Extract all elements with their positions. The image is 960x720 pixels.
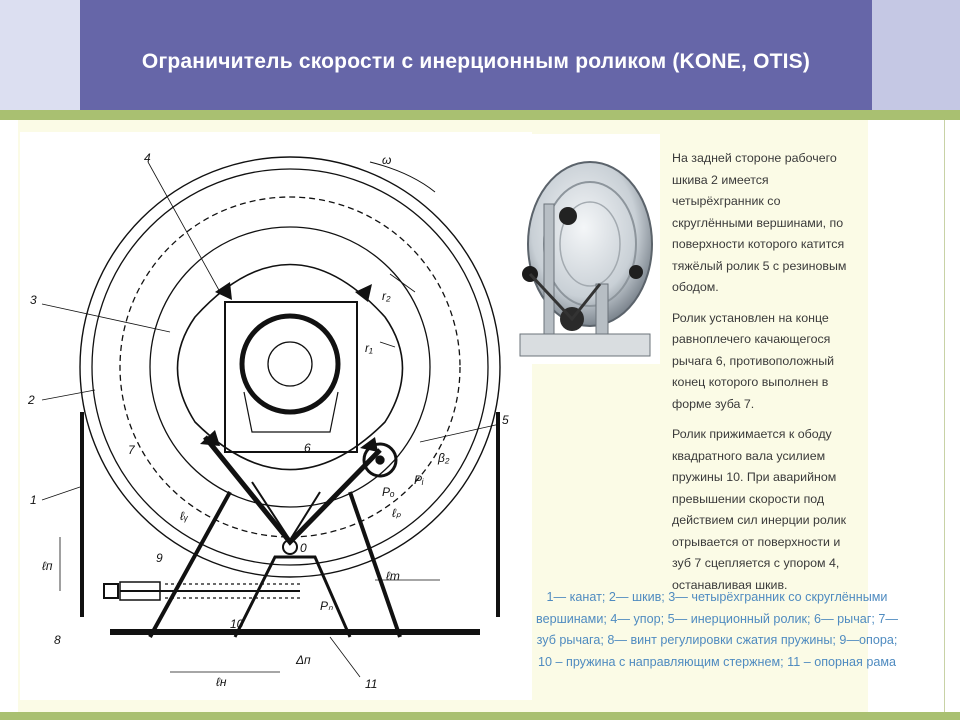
label-9: 9 — [156, 551, 163, 565]
description-paragraph-1: На задней стороне рабочего шкива 2 имеется четырёхгранник со скруглёнными вершинами, по поверхности которого катится тяжёлый ролик 5 с резиновым ободом. — [672, 151, 847, 294]
label-pn: Pₙ — [320, 599, 333, 613]
accent-bar-top — [0, 110, 960, 120]
label-0: 0 — [300, 541, 307, 555]
label-7: 7 — [128, 443, 135, 457]
label-2: 2 — [28, 393, 35, 407]
label-1: 1 — [30, 493, 37, 507]
legend-text: 1— канат; 2— шкив; 3— четырёхгранник со скруглёнными вершинами; 4— упор; 5— инерционный ролик; 6— рычаг; 7— зуб рычага; 8— винт регулировки сжатия пружины; 9—опора; 10 – пружина с направляющим стержнем; 11 – опорная рама — [536, 590, 898, 669]
label-ln: ℓп — [42, 559, 53, 573]
label-beta2: β₂ — [438, 451, 450, 465]
label-10: 10 — [230, 617, 244, 631]
label-lh: ℓн — [216, 675, 227, 689]
label-r1: r₁ — [365, 341, 373, 355]
header-left-strip — [0, 0, 80, 110]
label-pi: Pᵢ — [414, 473, 424, 487]
label-4: 4 — [144, 151, 151, 165]
label-r2: r₂ — [382, 289, 391, 303]
omega-label: ω — [382, 153, 392, 167]
label-11: 11 — [365, 677, 378, 691]
speed-limiter-diagram — [20, 132, 532, 700]
device-photo — [510, 134, 660, 364]
description-paragraph-2: Ролик установлен на конце равноплечего качающегося рычага 6, противоположный конец которого выполнен в форме зуба 7. — [672, 310, 835, 411]
label-8: 8 — [54, 633, 61, 647]
description-text — [672, 148, 862, 605]
description-paragraph-3: Ролик прижимается к ободу квадратного вала усилием пружины 10. При аварийном превышении скорости под действием сил инерции ролик отрывается от поверхности и зуб 7 сцепляется с упором 4, останавливая шкив. — [672, 427, 847, 592]
label-dn: Δп — [296, 653, 311, 667]
label-po: Pₒ — [382, 485, 395, 499]
accent-bar-bottom — [0, 712, 960, 720]
slide-title: Ограничитель скорости с инерционным роликом (KONE, OTIS) — [141, 50, 811, 73]
header-right-strip — [872, 0, 960, 110]
label-6: 6 — [304, 441, 311, 455]
label-ly: ℓᵧ — [180, 509, 189, 523]
label-3: 3 — [30, 293, 37, 307]
label-lp: ℓₚ — [392, 506, 402, 520]
margin-line — [944, 120, 945, 720]
label-lt: ℓт — [386, 569, 400, 583]
label-5: 5 — [502, 413, 509, 427]
